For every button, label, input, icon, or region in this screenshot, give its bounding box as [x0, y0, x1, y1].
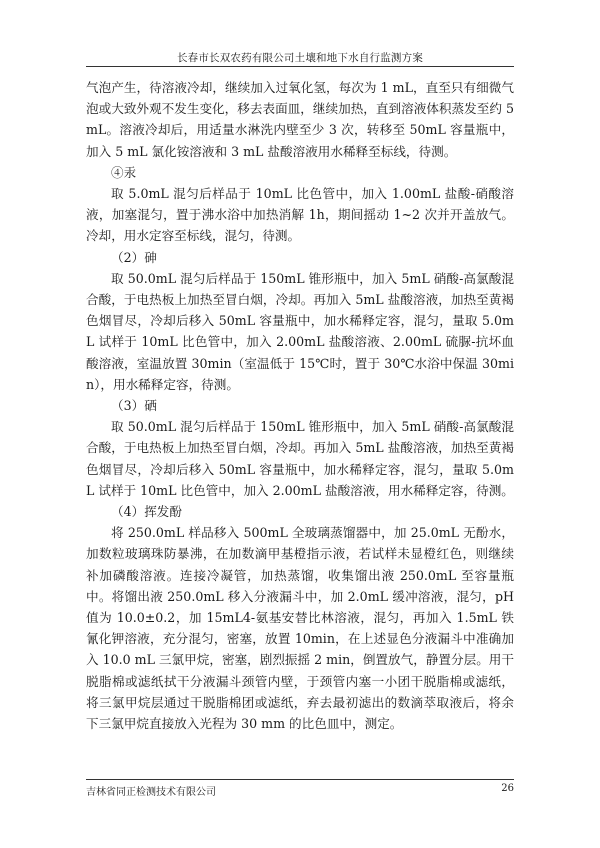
header-divider: [86, 66, 514, 67]
paragraph-arsenic: 取 50.0mL 混匀后样品于 150mL 锥形瓶中，加入 5mL 硝酸-高氯酸混合酸，于电热板上加热至冒白烟，冷却。再加入 5mL 盐酸溶液，加热至黄褐色烟冒尽，冷却后移入 50mL 容量瓶中，加水稀释定容，混匀，量取 5.0mL 试样于 10mL 比色管中，加入 2.00mL 盐酸溶液、2.00mL 硫脲-抗坏血酸溶液，室温放置 30min（室温低于 15℃时，置于 30℃水浴中保温 30min），用水稀释定容，待测。: [86, 270, 514, 392]
heading-mercury: ④汞: [111, 164, 137, 180]
paragraph-digestion-continued: 气泡产生，待溶液冷却，继续加入过氧化氢，每次为 1 mL，直至只有细微气泡或大致外观不发生变化，移去表面皿，继续加热，直到溶液体积蒸发至约 5mL。溶液冷却后，用适量水淋洗内壁至少 3 次，转移至 50mL 容量瓶中，加入 5 mL 氯化铵溶液和 3 mL 盐酸溶液用水稀释至标线，待测。: [86, 80, 514, 159]
page-header: 长春市长双农药有限公司土壤和地下水自行监测方案: [176, 52, 424, 64]
footer-company: 吉林省同正检测技术有限公司: [86, 787, 216, 798]
footer-divider: [86, 779, 514, 780]
heading-selenium: （3）硒: [111, 398, 157, 414]
paragraph-volatile-phenol: 将 250.0mL 样品移入 500mL 全玻璃蒸馏器中，加 25.0mL 无酚水，加数粒玻璃珠防暴沸，在加数滴甲基橙指示液，若试样未显橙红色，则继续补加磷酸溶液。连接冷凝管，加热蒸馏，收集馏出液 250.0mL 至容量瓶中。将馏出液 250.0mL 移入分液漏斗中，加 2.0mL 缓冲溶液，混匀，pH 值为 10.0±0.2，加 15mL4-氨基安替比林溶液，混匀，再加入 1.5mL 铁氰化钾溶液，充分混匀，密塞，放置 10min，在上述显色分液漏斗中准确加入 10.0 mL 三氯甲烷，密塞，剧烈振摇 2 min，倒置放气，静置分层。用干脱脂棉或滤纸拭干分液漏斗颈管内壁，于颈管内塞一小团干脱脂棉或滤纸，将三氯甲烷层通过干脱脂棉团或滤纸，弃去最初滤出的数滴萃取液后，将余下三氯甲烷直接放入光程为 30 mm 的比色皿中，测定。: [86, 525, 514, 732]
page-number: 26: [501, 783, 514, 794]
paragraph-mercury: 取 5.0mL 混匀后样品于 10mL 比色管中，加入 1.00mL 盐酸-硝酸溶液，加塞混匀，置于沸水浴中加热消解 1h，期间摇动 1~2 次并开盖放气。冷却，用水定容至标线，混匀，待测。: [86, 186, 514, 244]
heading-arsenic: （2）砷: [111, 249, 157, 265]
document-body: [86, 77, 514, 734]
paragraph-selenium: 取 50.0mL 混匀后样品于 150mL 锥形瓶中，加入 5mL 硝酸-高氯酸混合酸，于电热板上加热至冒白烟，冷却。再加入 5mL 盐酸溶液，加热至黄褐色烟冒尽，冷却后移入 50mL 容量瓶中，加水稀释定容，混匀，量取 5.0mL 试样于 10mL 比色管中，加入 2.00mL 盐酸溶液，用水稀释定容，待测。: [86, 419, 514, 498]
heading-volatile-phenol: （4）挥发酚: [111, 504, 182, 520]
